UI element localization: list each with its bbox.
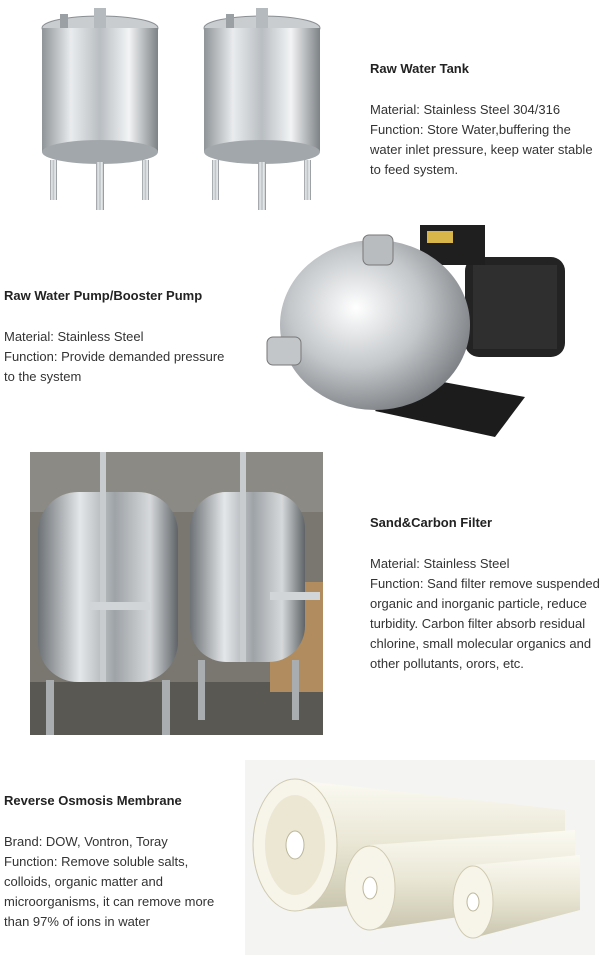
product-title: Raw Water Tank bbox=[370, 61, 469, 76]
booster-pump-text bbox=[4, 287, 244, 387]
product-line: Material: Stainless Steel bbox=[370, 556, 510, 571]
sand-carbon-filter-image bbox=[30, 452, 323, 735]
product-line: chlorine, small molecular organics and bbox=[370, 636, 592, 651]
raw-water-tank-text bbox=[370, 60, 600, 180]
product-line: than 97% of ions in water bbox=[4, 914, 150, 929]
product-title: Raw Water Pump/Booster Pump bbox=[4, 288, 203, 303]
booster-pump-image bbox=[255, 225, 585, 445]
product-title: Reverse Osmosis Membrane bbox=[4, 793, 182, 808]
product-line: organic and inorganic particle, reduce bbox=[370, 596, 587, 611]
product-line: colloids, organic matter and bbox=[4, 874, 163, 889]
product-line: Brand: DOW, Vontron, Toray bbox=[4, 834, 168, 849]
ro-membrane-image bbox=[245, 760, 595, 955]
product-line: Function: Store Water,buffering the bbox=[370, 122, 571, 137]
product-line: Function: Sand filter remove suspended bbox=[370, 576, 600, 591]
product-line: microorganisms, it can remove more bbox=[4, 894, 215, 909]
product-line: other pollutants, orors, etc. bbox=[370, 656, 524, 671]
product-line: Material: Stainless Steel bbox=[4, 329, 144, 344]
raw-water-tank-image bbox=[30, 4, 330, 216]
product-line: Material: Stainless Steel 304/316 bbox=[370, 102, 561, 117]
product-line: water inlet pressure, keep water stable bbox=[370, 142, 593, 157]
ro-membrane-text bbox=[4, 792, 244, 932]
product-title: Sand&Carbon Filter bbox=[370, 515, 493, 530]
sand-carbon-filter-text bbox=[370, 514, 600, 674]
product-line: turbidity. Carbon filter absorb residual bbox=[370, 616, 586, 631]
product-line: Function: Remove soluble salts, bbox=[4, 854, 189, 869]
product-line: to the system bbox=[4, 369, 82, 384]
product-line: to feed system. bbox=[370, 162, 459, 177]
product-line: Function: Provide demanded pressure bbox=[4, 349, 225, 364]
